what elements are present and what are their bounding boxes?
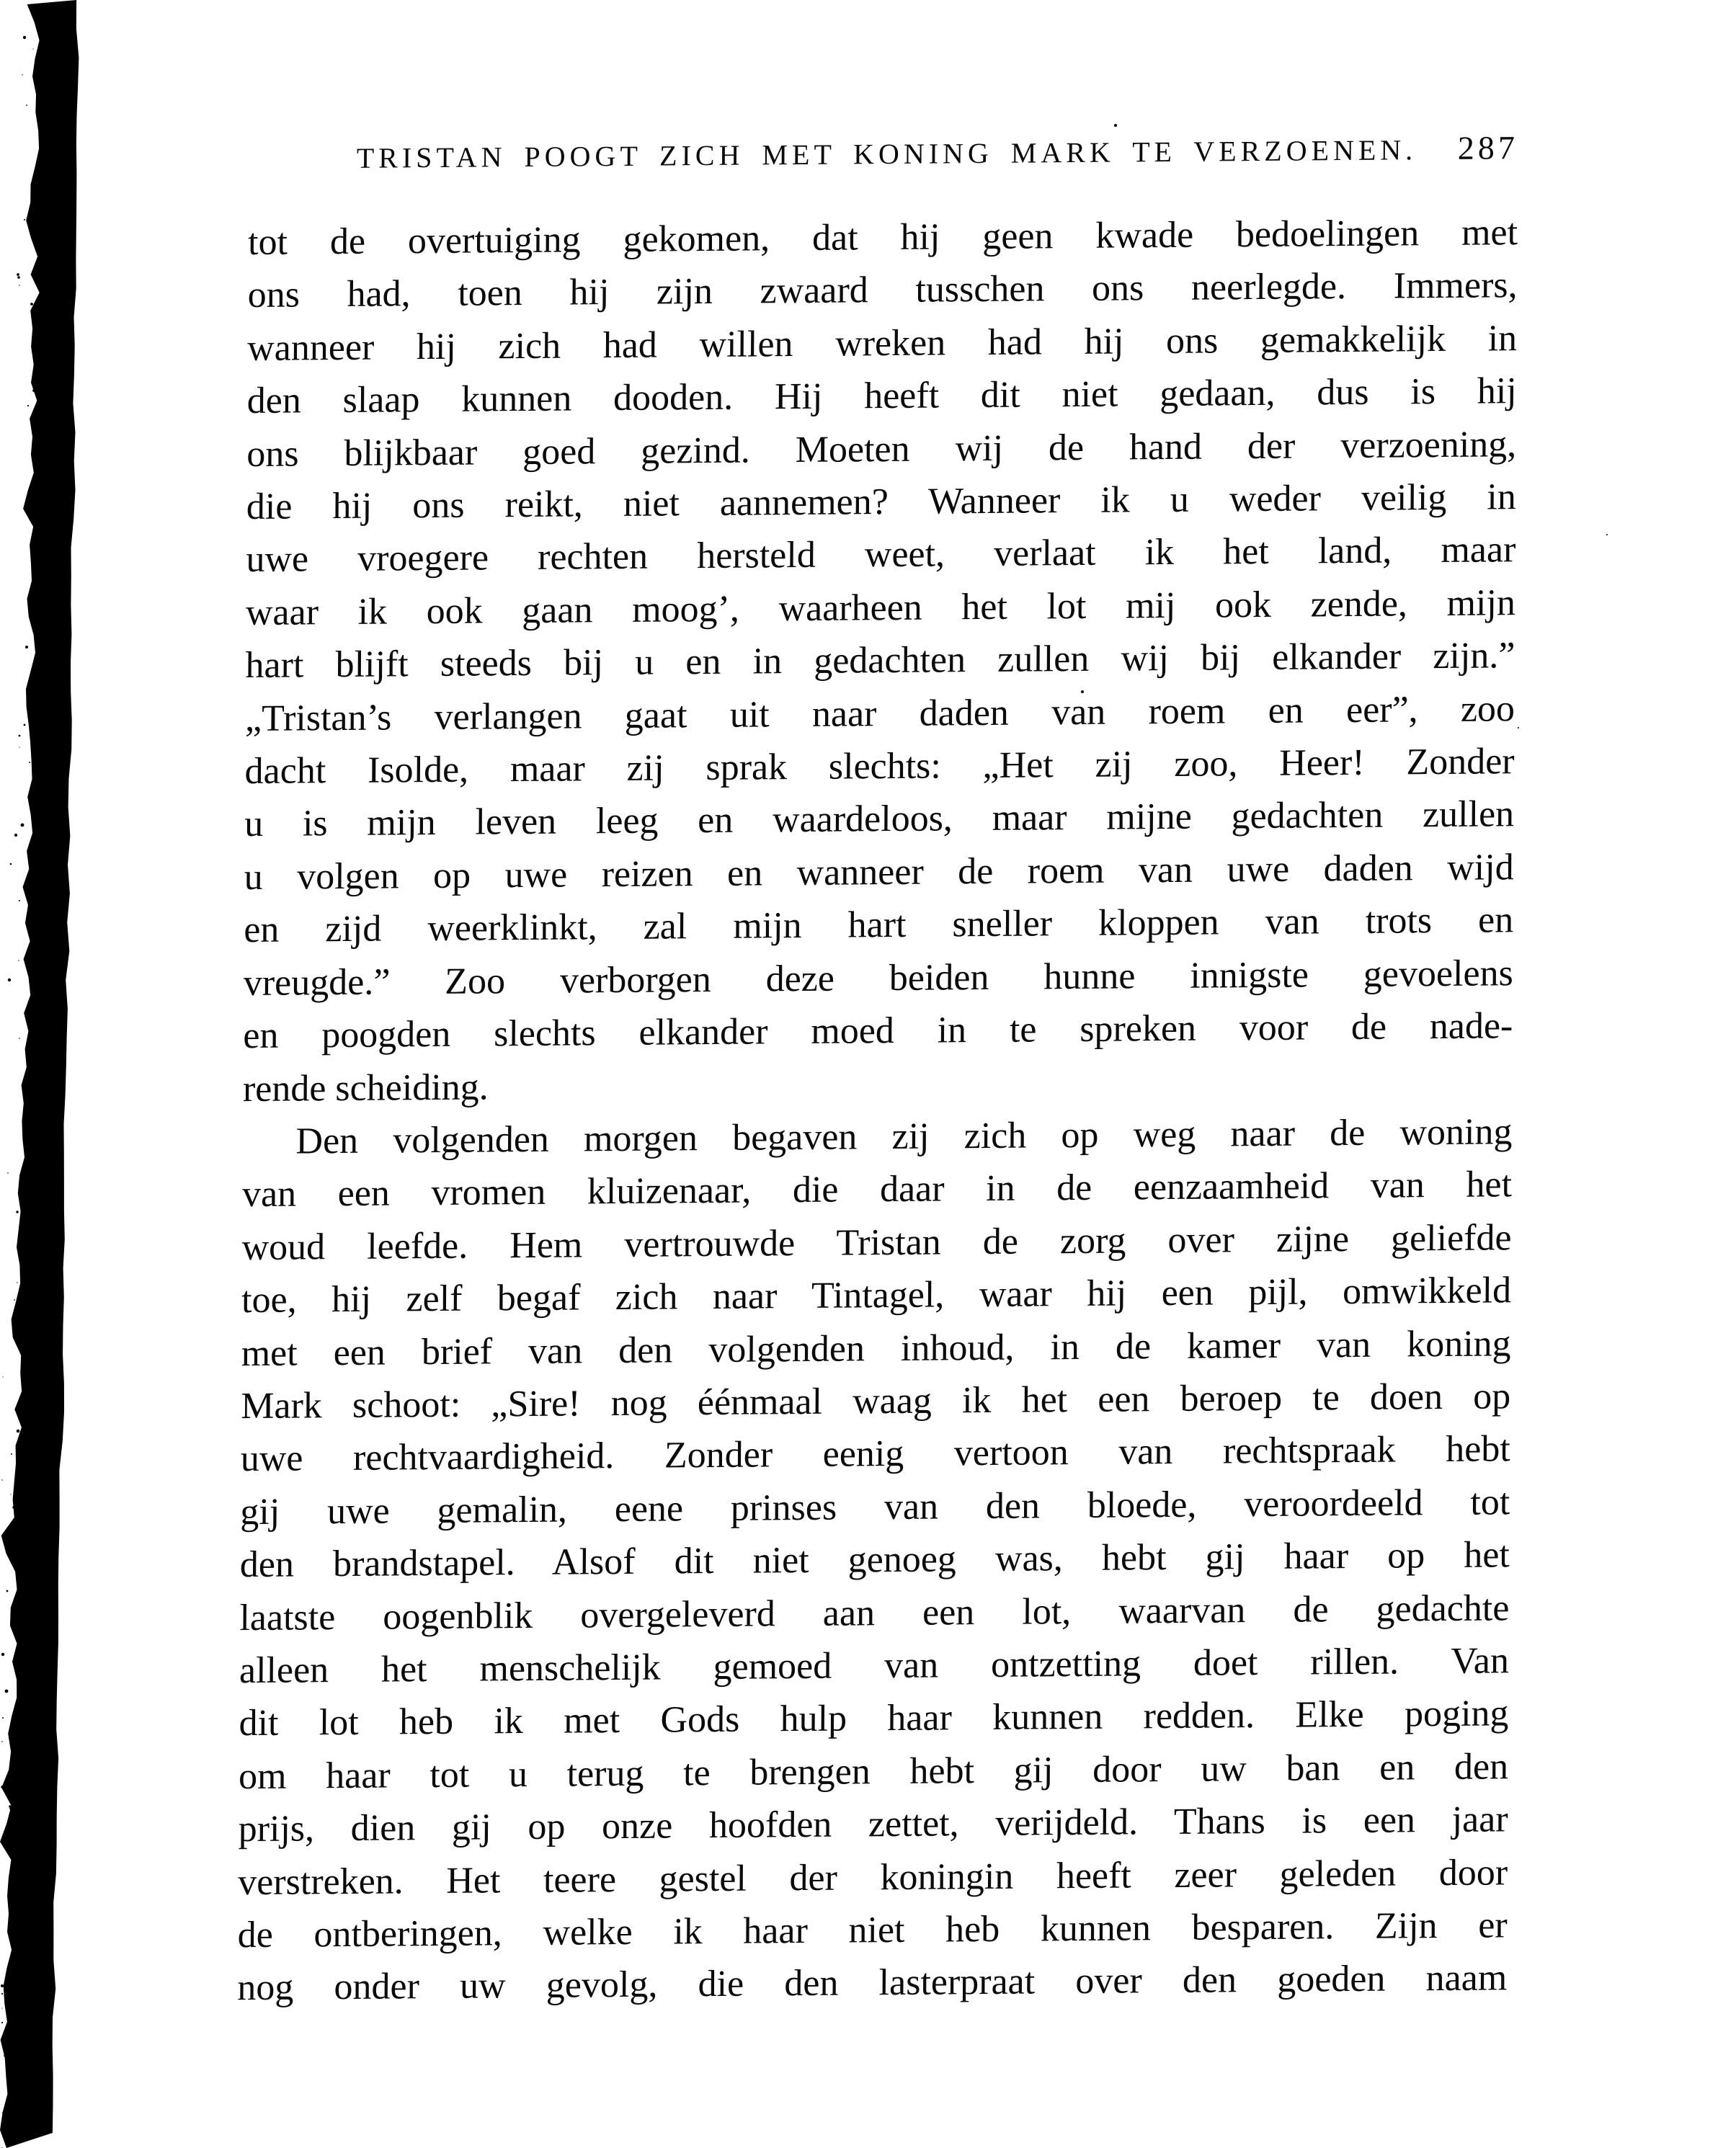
- text-line: „Tristan’s verlangen gaat uit naar daden van roem en eer”, zoo: [244, 687, 1515, 739]
- text-line: tot de overtuiging gekomen, dat hij geen kwade bedoelingen met: [247, 212, 1518, 264]
- text-line: uwe rechtvaardigheid. Zonder eenig vertoon van rechtspraak hebt: [240, 1428, 1510, 1480]
- text-line: dacht Isolde, maar zij sprak slechts: „Het zij zoo, Heer! Zonder: [244, 741, 1515, 793]
- text-line: de ontberingen, welke ik haar niet heb kunnen besparen. Zijn er: [237, 1904, 1508, 1956]
- page-header: [249, 128, 1518, 180]
- text-line: van een vromen kluizenaar, die daar in de eenzaamheid van het: [241, 1164, 1513, 1216]
- paragraph: [243, 206, 1518, 1115]
- text-line: prijs, dien gij op onze hoofden zettet, verijdeld. Thans is een jaar: [238, 1799, 1508, 1850]
- text-line: met een brief van den volgenden inhoud, in de kamer van koning: [241, 1322, 1511, 1374]
- text-line: woud leefde. Hem vertrouwde Tristan de zorg over zijne geliefde: [241, 1216, 1512, 1268]
- text-line: ons had, toen hij zijn zwaard tusschen ons neerlegde. Immers,: [247, 264, 1518, 316]
- paragraph: [237, 1105, 1513, 2015]
- text-line: die hij ons reikt, niet aannemen? Wanneer ik u weder veilig in: [246, 476, 1516, 528]
- text-line: ons blijkbaar goed gezind. Moeten wij de hand der verzoening,: [246, 423, 1517, 475]
- text-line: Den volgenden morgen begaven zij zich op weg naar de woning: [295, 1111, 1513, 1162]
- text-line: nog onder uw gevolg, die den lasterpraat over den goeden naam: [237, 1957, 1508, 2009]
- text-line: toe, hij zelf begaf zich naar Tintagel, waar hij een pijl, omwikkeld: [241, 1270, 1512, 1322]
- text-line: en poogden slechts elkander moed in te spreken voor de nade-: [243, 1005, 1513, 1057]
- text-line: wanneer hij zich had willen wreken had hij ons gemakkelijk in: [247, 317, 1518, 369]
- text-body: [237, 206, 1518, 2015]
- page-number: 287: [1457, 129, 1518, 166]
- text-line: rende scheiding.: [242, 1066, 489, 1110]
- text-line: den slaap kunnen dooden. Hij heeft dit niet gedaan, dus is hij: [246, 370, 1517, 422]
- text-line: dit lot heb ik met Gods hulp haar kunnen redden. Elke poging: [239, 1693, 1509, 1744]
- text-line: u volgen op uwe reizen en wanneer de roem van uwe daden wijd: [244, 847, 1514, 898]
- text-line: verstreken. Het teere gestel der koningin heeft zeer geleden door: [238, 1851, 1508, 1903]
- running-title: TRISTAN POOGT ZICH MET KONING MARK TE VERZOENEN.: [356, 133, 1417, 174]
- text-line: waar ik ook gaan moog’, waarheen het lot mij ook zende, mijn: [245, 582, 1516, 633]
- page-content: [237, 128, 1518, 2015]
- text-line: gij uwe gemalin, eene prinses van den bloede, veroordeeld tot: [240, 1481, 1510, 1533]
- scan-gutter-shadow: [0, 0, 101, 2148]
- text-line: en zijd weerklinkt, zal mijn hart sneller kloppen van trots en: [244, 899, 1514, 951]
- text-line: uwe vroegere rechten hersteld weet, verlaat ik het land, maar: [246, 529, 1516, 581]
- text-line: om haar tot u terug te brengen hebt gij door uw ban en den: [238, 1746, 1509, 1797]
- text-line: alleen het menschelijk gemoed van ontzetting doet rillen. Van: [239, 1640, 1510, 1692]
- text-line: laatste oogenblik overgeleverd aan een lot, waarvan de gedachte: [239, 1587, 1510, 1639]
- text-line: u is mijn leven leeg en waardeloos, maar mijne gedachten zullen: [244, 793, 1515, 845]
- text-line: Mark schoot: „Sire! nog éénmaal waag ik het een beroep te doen op: [241, 1376, 1511, 1427]
- text-line: den brandstapel. Alsof dit niet genoeg was, hebt gij haar op het: [239, 1534, 1510, 1586]
- text-line: hart blijft steeds bij u en in gedachten zullen wij bij elkander zijn.”: [245, 635, 1515, 687]
- ink-speck-noise: [0, 0, 3, 3]
- text-line: vreugde.” Zoo verborgen deze beiden hunne innigste gevoelens: [243, 952, 1513, 1004]
